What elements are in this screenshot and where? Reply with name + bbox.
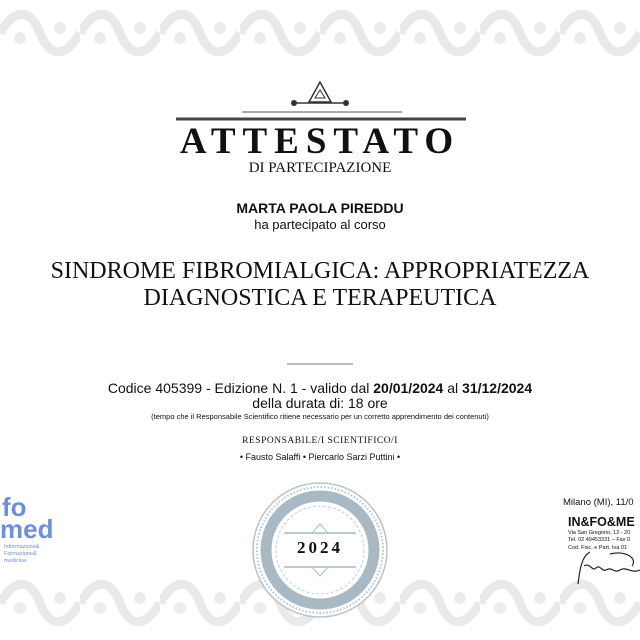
date-from: 20/01/2024 [373,380,444,396]
issuer-addr3: Cod. Fisc. e Part. Iva 01 [568,544,627,551]
place-date: Milano (MI), 11/0 [563,497,634,508]
certificate-title: ATTESTATO [179,121,461,162]
issuer-addr2: Tel. 02 49453331 – Fax 0 [568,537,631,544]
logo-tagline [0,544,53,565]
course-code-validity [0,380,640,396]
participation-text: ha partecipato al corso [254,217,386,232]
signature [570,548,640,588]
responsabili-label: RESPONSABILE/I SCIENTIFICO/I [242,436,398,446]
issuer-addr1: Via San Gregorio, 12 - 20 [568,530,631,536]
divider [287,363,353,365]
date-sep: al [443,380,463,396]
seal-year: 2024 [297,538,343,557]
infomed-logo [0,492,54,566]
duration-note: (tempo che il Responsabile Scientifico ritiene necessario per un corretto apprendimento dei contenuti) [151,412,489,421]
course-code: Codice 405399 - Edizione N. 1 - valido dal [107,380,374,396]
logo-line2: Formazione& [4,551,37,558]
date-to: 31/12/2024 [462,380,533,396]
logo-med: med [0,514,54,545]
participant-name: MARTA PAOLA PIREDDU [236,200,404,216]
logo-fo: fo [2,492,27,522]
course-title-line2: DIAGNOSTICA E TERAPEUTICA [143,285,497,311]
header-emblem [176,80,466,125]
top-ornament-border [0,8,640,58]
course-duration: della durata di: 18 ore [252,395,388,411]
logo-line3: medicina [4,558,27,565]
issuer-name: IN&FO&ME [568,515,635,529]
responsabili-names: • Fausto Salaffi • Piercarlo Sarzi Puttini • [239,452,401,462]
certificate-subtitle: DI PARTECIPAZIONE [248,160,392,176]
course-title-line1: SINDROME FIBROMIALGICA: APPROPRIATEZZA [50,258,590,284]
logo-line1: Informazione& [4,544,40,551]
